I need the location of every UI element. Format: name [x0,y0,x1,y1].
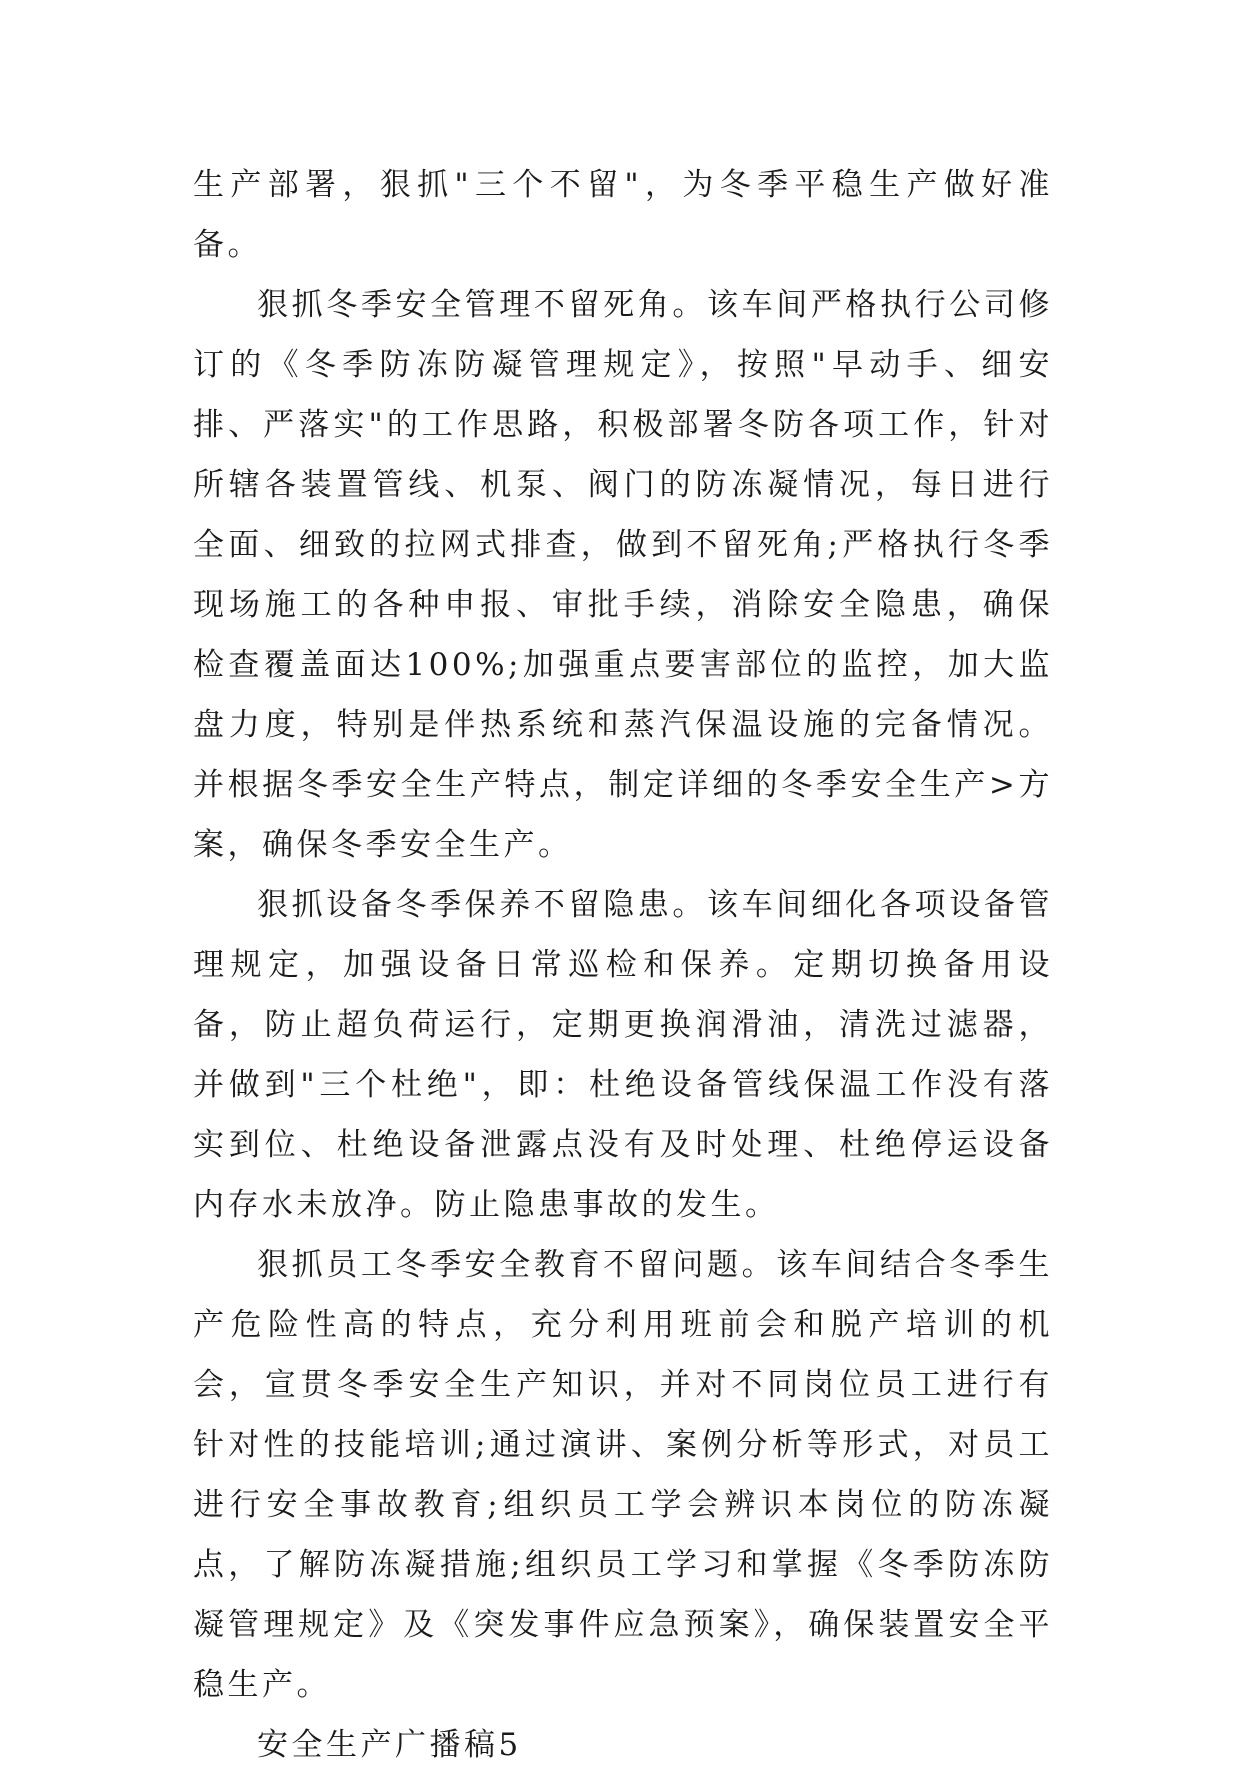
paragraph-safety-management: 狠抓冬季安全管理不留死角。该车间严格执行公司修订的《冬季防冻防凝管理规定》，按照"早动手、细安排、严落实"的工作思路，积极部署冬防各项工作，针对所辖各装置管线、机泵、阀门的防冻凝情况，每日进行全面、细致的拉网式排查，做到不留死角;严格执行冬季现场施工的各种申报、审批手续，消除安全隐患，确保检查覆盖面达100%;加强重点要害部位的监控，加大监盘力度，特别是伴热系统和蒸汽保温设施的完备情况。并根据冬季安全生产特点，制定详细的冬季安全生产>方案，确保冬季安全生产。 [193,287,1053,863]
document-page [193,155,1053,1775]
section-heading: 安全生产广播稿5 [257,1727,522,1763]
paragraph-continuation: 生产部署，狠抓"三个不留"，为冬季平稳生产做好准备。 [193,167,1053,263]
paragraph-equipment-maintenance: 狠抓设备冬季保养不留隐患。该车间细化各项设备管理规定，加强设备日常巡检和保养。定期切换备用设备，防止超负荷运行，定期更换润滑油，清洗过滤器，并做到"三个杜绝"，即：杜绝设备管线保温工作没有落实到位、杜绝设备泄露点没有及时处理、杜绝停运设备内存水未放净。防止隐患事故的发生。 [193,887,1053,1223]
paragraph-staff-education: 狠抓员工冬季安全教育不留问题。该车间结合冬季生产危险性高的特点，充分利用班前会和脱产培训的机会，宣贯冬季安全生产知识，并对不同岗位员工进行有针对性的技能培训;通过演讲、案例分析等形式，对员工进行安全事故教育;组织员工学会辨识本岗位的防冻凝点，了解防冻凝措施;组织员工学习和掌握《冬季防冻防凝管理规定》及《突发事件应急预案》，确保装置安全平稳生产。 [193,1247,1053,1703]
